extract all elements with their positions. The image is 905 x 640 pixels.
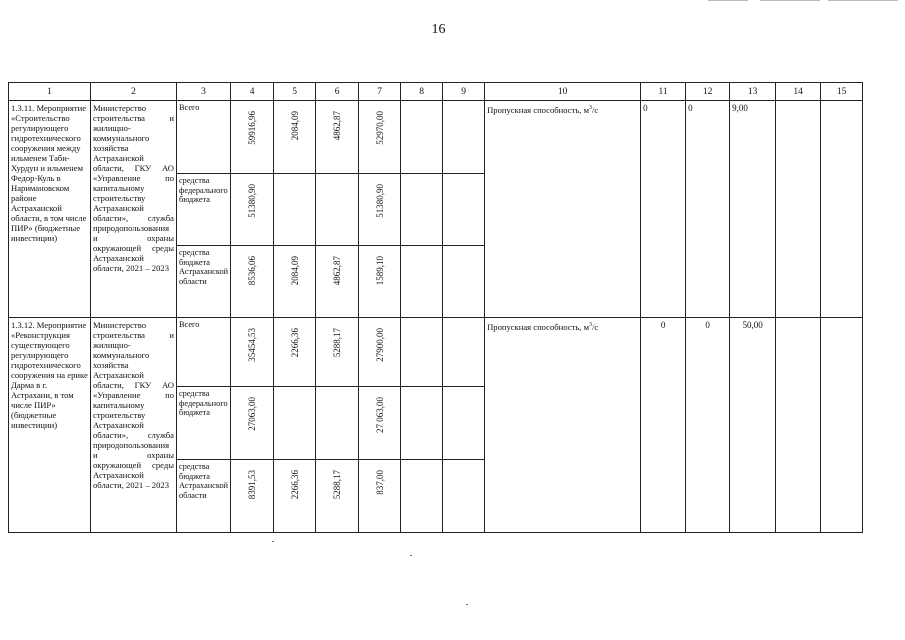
indicator-value: 0 [641, 101, 686, 318]
column-header: 1 [9, 83, 91, 101]
table-cell [443, 318, 485, 387]
table-cell [401, 318, 443, 387]
column-header: 9 [443, 83, 485, 101]
scan-speck [466, 604, 468, 605]
measure-name: 1.3.11. Мероприятие «Строительство регулирующего гидротехнического сооружения между ильменем Таби-Хурдун и ильменем Федор-Куль в Наримановском районе Астраханской области, в том числе ПИР» (бюджетные инвестиции) [9, 101, 91, 318]
amount-year-3: 1589,10 [359, 246, 401, 318]
column-header: 12 [686, 83, 730, 101]
funding-source: средства бюджета Астраханской области [177, 246, 231, 318]
scan-edge-mark [708, 0, 748, 1]
amount-year-3: 27900,00 [359, 318, 401, 387]
amount-total: 35454,53 [231, 318, 274, 387]
column-header: 14 [776, 83, 821, 101]
amount-year-2: 5288,17 [316, 460, 359, 533]
amount-total: 59916,96 [231, 101, 274, 174]
column-header: 6 [316, 83, 359, 101]
table-row [9, 318, 863, 387]
table-cell [443, 387, 485, 460]
amount-year-2: 4862,87 [316, 101, 359, 174]
amount-year-1: 2266,36 [274, 460, 316, 533]
table-cell [401, 246, 443, 318]
indicator-value: 0 [641, 318, 686, 533]
funding-source: Всего [177, 318, 231, 387]
amount-year-1 [274, 387, 316, 460]
column-header: 7 [359, 83, 401, 101]
funding-source: средства федерального бюджета [177, 387, 231, 460]
indicator-value: 9,00 [730, 101, 776, 318]
program-measures-table [8, 82, 863, 533]
amount-year-1: 2266,36 [274, 318, 316, 387]
measure-name: 1.3.12. Мероприятие «Реконструкция существующего регулирующего гидротехнического сооружения на ерике Дарма в г. Астрахани, в том числе ПИР» (бюджетные инвестиции) [9, 318, 91, 533]
amount-year-3: 52970,00 [359, 101, 401, 174]
amount-total: 27063,00 [231, 387, 274, 460]
indicator-value: 0 [686, 101, 730, 318]
funding-source: средства федерального бюджета [177, 174, 231, 246]
amount-year-1 [274, 174, 316, 246]
table-row [9, 101, 863, 174]
scan-edge-mark [760, 0, 820, 1]
amount-year-3: 27 063,00 [359, 387, 401, 460]
scan-speck [410, 555, 412, 556]
amount-year-1: 2084,09 [274, 246, 316, 318]
indicator-name: Пропускная способность, $м^3/с$ [485, 318, 641, 533]
amount-year-2 [316, 174, 359, 246]
column-header: 4 [231, 83, 274, 101]
table-cell [776, 101, 821, 318]
amount-total: 8536,06 [231, 246, 274, 318]
indicator-value: 0 [686, 318, 730, 533]
amount-year-2: 4862,87 [316, 246, 359, 318]
amount-year-3: 51380,90 [359, 174, 401, 246]
indicator-value: 50,00 [730, 318, 776, 533]
amount-year-3: 837,00 [359, 460, 401, 533]
table-cell [821, 101, 863, 318]
table-cell [401, 387, 443, 460]
scan-speck [272, 541, 274, 542]
column-header: 10 [485, 83, 641, 101]
measure-executor: Министерство строительства и жилищно-коммунального хозяйства Астраханской области, ГКУ АО «Управление по капитальному строительству Астраханской области», служба природопользования и охраны окружающей среды Астраханской области, 2021 – 2023 [91, 318, 177, 533]
column-header: 8 [401, 83, 443, 101]
funding-source: средства бюджета Астраханской области [177, 460, 231, 533]
column-number-row [9, 83, 863, 101]
table-cell [401, 174, 443, 246]
table-cell [443, 101, 485, 174]
amount-total: 51380,90 [231, 174, 274, 246]
funding-source: Всего [177, 101, 231, 174]
amount-year-1: 2084,09 [274, 101, 316, 174]
column-header: 11 [641, 83, 686, 101]
column-header: 2 [91, 83, 177, 101]
table-cell [443, 460, 485, 533]
column-header: 5 [274, 83, 316, 101]
page-number: 16 [431, 22, 446, 37]
amount-year-2 [316, 387, 359, 460]
table-cell [401, 460, 443, 533]
table-cell [443, 246, 485, 318]
column-header: 13 [730, 83, 776, 101]
amount-total: 8391,53 [231, 460, 274, 533]
table-cell [401, 101, 443, 174]
table-cell [821, 318, 863, 533]
scan-edge-mark [828, 0, 898, 1]
column-header: 3 [177, 83, 231, 101]
indicator-name: Пропускная способность, $м^3/с$ [485, 101, 641, 318]
measure-executor: Министерство строительства и жилищно-коммунального хозяйства Астраханской области, ГКУ АО «Управление по капитальному строительству Астраханской области», служба природопользования и охраны окружающей среды Астраханской области, 2021 – 2023 [91, 101, 177, 318]
table-cell [776, 318, 821, 533]
column-header: 15 [821, 83, 863, 101]
amount-year-2: 5288,17 [316, 318, 359, 387]
table-cell [443, 174, 485, 246]
